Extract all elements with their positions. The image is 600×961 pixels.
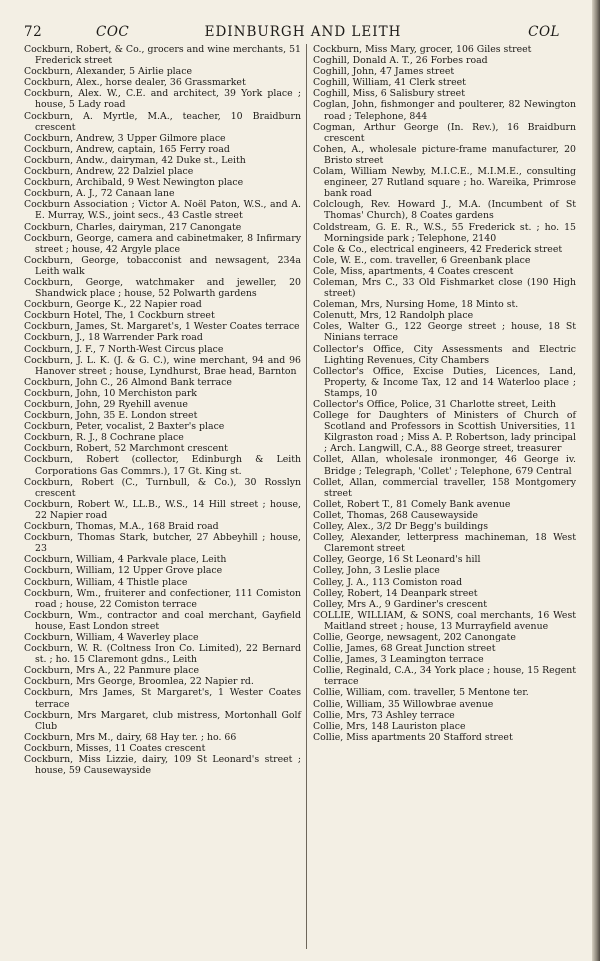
directory-entry: Cockburn, John, 35 E. London street: [24, 410, 198, 422]
directory-entry: Collie, William, 35 Willowbrae avenue: [313, 698, 494, 710]
directory-entry: Colclough, Rev. Howard J., M.A. (Incumbent of St Thomas' Church), 8 Coates gardens: [313, 199, 576, 222]
directory-entry: Cockburn, Mrs James, St Margaret's, 1 Wester Coates terrace: [24, 687, 301, 710]
directory-entry: Collie, Mrs, 73 Ashley terrace: [313, 709, 455, 721]
directory-entry: Cockburn, J. F., 7 North-West Circus place: [24, 343, 224, 355]
directory-entry: Collet, Thomas, 268 Causewayside: [313, 509, 479, 521]
directory-entry: Collet, Allan, wholesale ironmonger, 46 George iv. Bridge ; Telegraph, 'Collet' ; Telephone, 679 Central: [313, 454, 576, 477]
directory-entry: Cockburn, George K., 22 Napier road: [24, 299, 202, 311]
directory-entry: Collie, George, newsagent, 202 Canongate: [313, 631, 516, 643]
directory-entry: Collie, William, com. traveller, 5 Mentone ter.: [313, 687, 529, 699]
directory-entry: Cockburn, George, watchmaker and jeweller, 20 Shandwick place ; house, 52 Polwarth gardens: [24, 276, 301, 300]
directory-entry: Cockburn, Robert W., LL.B., W.S., 14 Hill street ; house, 22 Napier road: [24, 498, 301, 521]
directory-entry: Collector's Office, Police, 31 Charlotte street, Leith: [313, 399, 556, 410]
directory-entry: Coleman, Mrs C., 33 Old Fishmarket close (190 High street): [313, 276, 576, 300]
directory-entry: COLLIE, WILLIAM, & SONS, coal merchants, 16 West Maitland street ; house, 13 Murrayfield avenue: [313, 609, 576, 632]
directory-entry: Coghill, Miss, 6 Salisbury street: [313, 88, 465, 100]
directory-entry: College for Daughters of Ministers of Church of Scotland and Professors in Scottish Universities, 11 Kilgraston road ; Miss A. P. Robertson, lady principal ; Arch. Langwill, C.A., 88 George street, treasurer: [313, 410, 576, 455]
directory-entry: Cockburn, Robert, & Co., grocers and wine merchants, 51 Frederick street: [24, 44, 301, 67]
directory-entry: Cockburn, Miss Mary, grocer, 106 Giles street: [313, 44, 532, 55]
page-number: 72: [24, 24, 43, 40]
directory-entry: Cockburn, Mrs A., 22 Panmure place: [24, 665, 200, 677]
directory-entry: Cohen, A., wholesale picture-frame manufacturer, 20 Bristo street: [313, 143, 576, 166]
directory-entry: Cockburn, A. Myrtle, M.A., teacher, 10 Braidburn crescent: [24, 110, 301, 133]
directory-entry: Cockburn, William, 12 Upper Grove place: [24, 565, 223, 577]
directory-entry: Cockburn, Peter, vocalist, 2 Baxter's place: [24, 421, 225, 433]
directory-entry: Coglan, John, fishmonger and poulterer, 82 Newington road ; Telephone, 844: [313, 99, 576, 122]
running-title: EDINBURGH AND LEITH: [204, 24, 402, 40]
directory-entry: Cockburn, Mrs M., dairy, 68 Hay ter. ; ho. 66: [24, 731, 237, 743]
directory-entry: Colley, Alexander, letterpress machineman, 18 West Claremont street: [313, 532, 576, 555]
directory-entry: Coldstream, G. E. R., W.S., 55 Frederick st. ; ho. 15 Morningside park ; Telephone, 2140: [313, 221, 576, 244]
directory-entry: Colley, J. A., 113 Comiston road: [313, 576, 463, 588]
directory-entry: Cockburn, Thomas, M.A., 168 Braid road: [24, 521, 219, 533]
directory-entry: Coghill, Donald A. T., 26 Forbes road: [313, 55, 488, 67]
directory-entry: Cockburn, John C., 26 Almond Bank terrace: [24, 376, 232, 388]
directory-entry: Cockburn, William, 4 Parkvale place, Leith: [24, 554, 227, 566]
directory-entry: Cockburn, Mrs Margaret, club mistress, Mortonhall Golf Club: [24, 709, 301, 732]
right-index-key: COL: [528, 24, 560, 40]
column-divider: [306, 44, 307, 949]
page-binding-edge: [592, 0, 600, 961]
directory-entry: Collie, Miss apartments 20 Stafford street: [313, 731, 513, 743]
directory-entry: Cockburn, Mrs George, Broomlea, 22 Napier rd.: [24, 676, 254, 688]
directory-entry: Collector's Office, Excise Duties, Licences, Land, Property, & Income Tax, 12 and 14 Waterloo place ; Stamps, 10: [313, 365, 576, 399]
directory-entry: Cockburn, A. J., 72 Canaan lane: [24, 188, 175, 200]
directory-entry: Cockburn, George, camera and cabinetmaker, 8 Infirmary street ; house, 42 Argyle place: [24, 232, 301, 255]
directory-entry: Coghill, William, 41 Clerk street: [313, 77, 466, 89]
directory-entry: Cockburn, R. J., 8 Cochrane place: [24, 432, 184, 444]
directory-entry: Colley, Mrs A., 9 Gardiner's crescent: [313, 598, 488, 610]
directory-entry: Cockburn, Misses, 11 Coates crescent: [24, 742, 206, 754]
directory-entry: Cockburn, Robert, 52 Marchmont crescent: [24, 443, 228, 455]
directory-entry: Colenutt, Mrs, 12 Randolph place: [313, 310, 474, 322]
directory-entry: Cockburn, J., 18 Warrender Park road: [24, 332, 203, 344]
directory-entry: Collet, Robert T., 81 Comely Bank avenue: [313, 498, 511, 510]
directory-entry: Cockburn Association ; Victor A. Noël Paton, W.S., and A. E. Murray, W.S., joint secs., 43 Castle street: [24, 199, 301, 222]
directory-entry: Colley, John, 3 Leslie place: [313, 565, 440, 577]
directory-entry: Cogman, Arthur George (In. Rev.), 16 Braidburn crescent: [313, 121, 576, 144]
directory-entry: Cockburn, Andrew, captain, 165 Ferry road: [24, 143, 230, 155]
directory-entry: Collie, Reginald, C.A., 34 York place ; house, 15 Regent terrace: [313, 665, 576, 688]
directory-entry: Cockburn, Alexander, 5 Airlie place: [24, 66, 193, 78]
directory-entry: Cockburn, James, St. Margaret's, 1 Wester Coates terrace: [24, 321, 300, 333]
directory-entry: Collector's Office, City Assessments and Electric Lighting Revenues, City Chambers: [313, 343, 576, 366]
directory-entry: Cole, Miss, apartments, 4 Coates crescent: [313, 265, 514, 277]
directory-entry: Cockburn, Robert (collector, Edinburgh & Leith Corporations Gas Commrs.), 17 Gt. King st.: [24, 454, 301, 477]
directory-entry: Cockburn, William, 4 Waverley place: [24, 631, 199, 643]
directory-entry: Cockburn, John, 10 Merchiston park: [24, 387, 197, 399]
directory-entry: Colam, William Newby, M.I.C.E., M.I.M.E., consulting engineer, 27 Rutland square ; ho. Wareika, Primrose bank road: [313, 166, 576, 200]
left-index-key: COC: [96, 24, 130, 40]
directory-entry: Cockburn, Miss Lizzie, dairy, 109 St Leonard's street ; house, 59 Causewayside: [24, 754, 301, 777]
directory-entry: Cockburn, J. L. K. (J. & G. C.), wine merchant, 94 and 96 Hanover street ; house, Lyndhurst, Brae head, Barnton: [24, 354, 301, 377]
directory-entry: Cockburn, William, 4 Thistle place: [24, 576, 188, 588]
directory-entry: Coles, Walter G., 122 George street ; house, 18 St Ninians terrace: [313, 321, 576, 344]
directory-entry: Cockburn, John, 29 Ryehill avenue: [24, 399, 188, 410]
directory-entry: Cockburn, Charles, dairyman, 217 Canongate: [24, 221, 242, 233]
directory-entry: Cockburn, Thomas Stark, butcher, 27 Abbeyhill ; house, 23: [24, 532, 301, 555]
directory-entry: Colley, George, 16 St Leonard's hill: [313, 554, 481, 566]
directory-entry: Cockburn, Andrew, 3 Upper Gilmore place: [24, 132, 226, 144]
directory-entry: Cockburn, Alex. W., C.E. and architect, 39 York place ; house, 5 Lady road: [24, 88, 301, 111]
directory-entry: Cole & Co., electrical engineers, 42 Frederick street: [313, 243, 563, 255]
directory-entry: Cockburn, Archibald, 9 West Newington place: [24, 177, 244, 189]
directory-entry: Cockburn Hotel, The, 1 Cockburn street: [24, 310, 215, 322]
directory-entry: Cockburn, George, tobacconist and newsagent, 234a Leith walk: [24, 254, 301, 277]
directory-entry: Cockburn, Wm., fruiterer and confectioner, 111 Comiston road ; house, 22 Comiston terrace: [24, 587, 301, 610]
directory-entry: Colley, Robert, 14 Deanpark street: [313, 587, 478, 599]
directory-entry: Collie, James, 68 Great Junction street: [313, 643, 496, 655]
directory-entry: Coleman, Mrs, Nursing Home, 18 Minto st.: [313, 299, 519, 311]
directory-entry: Cockburn, Alex., horse dealer, 36 Grassmarket: [24, 77, 246, 89]
directory-entry: Cockburn, Wm., contractor and coal merchant, Gayfield house, East London street: [24, 609, 301, 632]
directory-entry: Collie, Mrs, 148 Lauriston place: [313, 720, 466, 732]
directory-entry: Cole, W. E., com. traveller, 6 Greenbank place: [313, 254, 531, 266]
directory-entry: Cockburn, Andrew, 22 Dalziel place: [24, 166, 194, 178]
directory-entry: Colley, Alex., 3/2 Dr Begg's buildings: [313, 521, 489, 533]
directory-entry: Collie, James, 3 Leamington terrace: [313, 654, 484, 666]
left-column: [24, 44, 301, 776]
page-header: [24, 24, 582, 44]
directory-entry: Cockburn, Robert (C., Turnbull, & Co.), 30 Rosslyn crescent: [24, 476, 301, 499]
right-column: [313, 44, 576, 743]
directory-entry: Cockburn, Andw., dairyman, 42 Duke st., Leith: [24, 154, 246, 166]
directory-entry: Cockburn, W. R. (Coltness Iron Co. Limited), 22 Bernard st. ; ho. 15 Claremont gdns., Leith: [24, 643, 301, 666]
directory-entry: Coghill, John, 47 James street: [313, 66, 455, 78]
directory-entry: Collet, Allan, commercial traveller, 158 Montgomery street: [313, 476, 576, 499]
